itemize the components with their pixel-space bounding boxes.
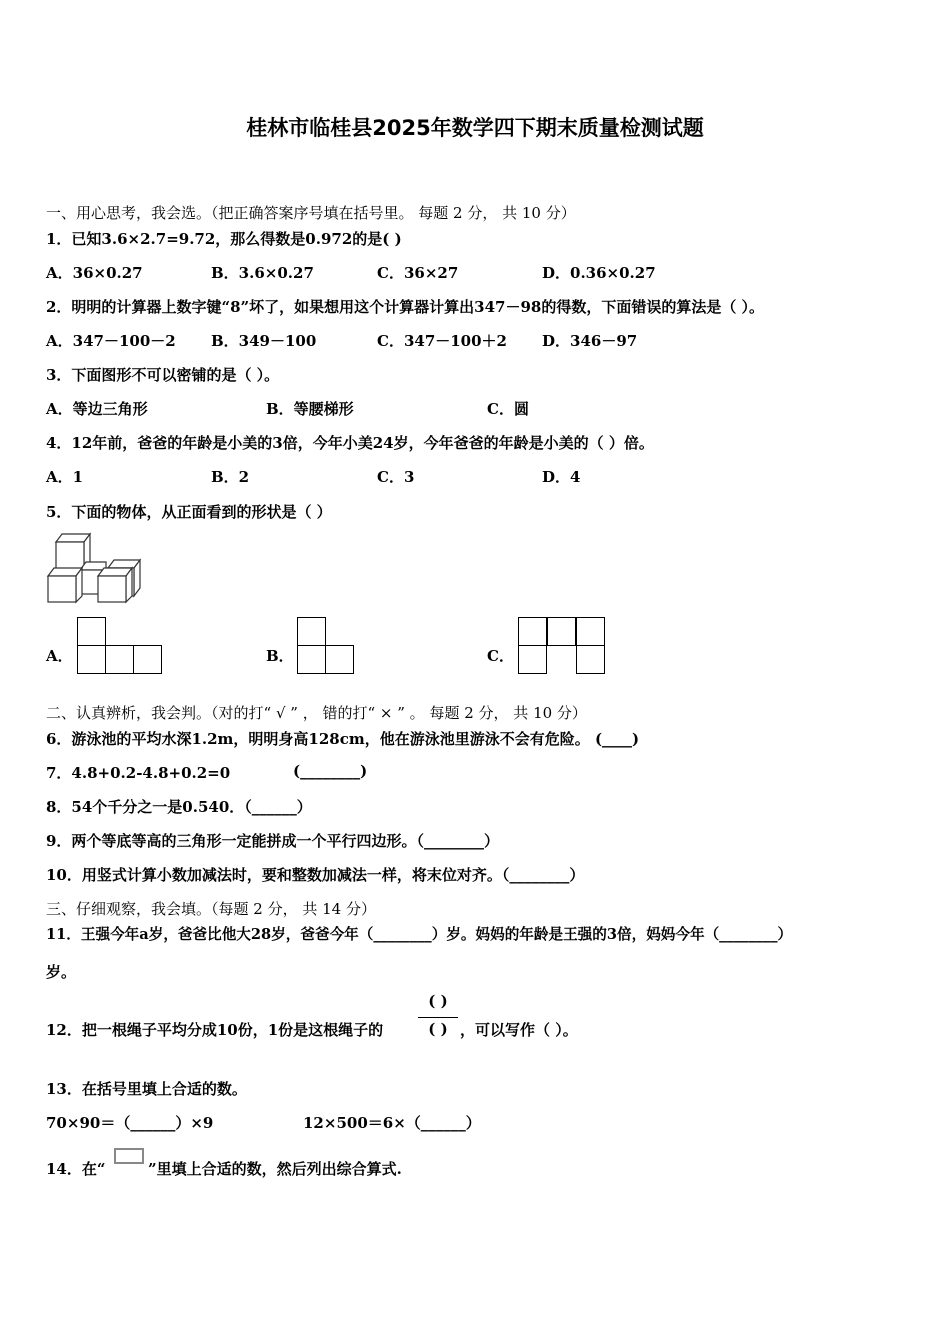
q1-option-d: D．0.36×0.27: [542, 264, 656, 282]
question-7: 7．4.8+0.2-4.8+0.2=0: [46, 764, 231, 782]
question-6: 6．游泳池的平均水深1.2m，明明身高128cm，他在游泳池里游泳不会有危险。 (____): [46, 730, 640, 748]
grid-cell: [576, 617, 605, 646]
section-2-heading: 二、认真辨析，我会判。（对的打“ √ ” ， 错的打“ × ” 。 每题 2 分， 共 10 分）: [46, 704, 587, 722]
section-1-heading: 一、用心思考，我会选。（把正确答案序号填在括号里。 每题 2 分， 共 10 分）: [46, 204, 576, 222]
grid-cell: [518, 617, 547, 646]
grid-cell: [576, 645, 605, 674]
q1-option-c: C．36×27: [377, 264, 459, 282]
grid-cell: [133, 645, 162, 674]
q2-option-d: D．346－97: [542, 332, 638, 350]
question-13-part-a: 70×90＝（______）×9: [46, 1114, 214, 1132]
question-7-blank: (________): [293, 762, 368, 780]
q2-option-a: A．347－100－2: [46, 332, 176, 350]
q4-option-c: C．3: [377, 468, 415, 486]
grid-cell: [297, 645, 326, 674]
cube-stack-figure: [44, 530, 144, 606]
fraction-bar: [418, 1017, 458, 1018]
q4-option-a: A．1: [46, 468, 84, 486]
page-title: 桂林市临桂县2025年数学四下期末质量检测试题: [246, 116, 704, 140]
grid-cell: [77, 645, 106, 674]
q1-option-b: B．3.6×0.27: [211, 264, 314, 282]
grid-cell: [547, 617, 576, 646]
q5-option-a: A．: [46, 647, 73, 665]
q5-option-b: B．: [266, 647, 294, 665]
question-8: 8．54个千分之一是0.540．（______）: [46, 798, 312, 816]
question-5: 5．下面的物体，从正面看到的形状是（ ）: [46, 503, 332, 521]
q2-option-b: B．349－100: [211, 332, 317, 350]
grid-cell: [297, 617, 326, 646]
question-14: 14．在“: [46, 1160, 106, 1178]
grid-cell: [105, 645, 134, 674]
grid-cell: [325, 645, 354, 674]
q2-option-c: C．347－100＋2: [377, 332, 507, 350]
question-2: 2．明明的计算器上数字键“8”坏了，如果想用这个计算器计算出347－98的得数，下面错误的算法是（ ）。: [46, 298, 765, 316]
question-11-tail: 岁。: [46, 963, 77, 981]
q3-option-c: C．圆: [487, 400, 529, 418]
section-3-heading: 三、仔细观察，我会填。（每题 2 分， 共 14 分）: [46, 900, 376, 918]
answer-box-icon: [114, 1148, 144, 1164]
q5-option-c: C．: [487, 647, 514, 665]
question-14-suffix: ”里填上合适的数，然后列出综合算式.: [148, 1160, 402, 1178]
question-9: 9．两个等底等高的三角形一定能拼成一个平行四边形。（________）: [46, 832, 499, 850]
question-3: 3．下面图形不可以密铺的是（ ）。: [46, 366, 280, 384]
question-11: 11．王强今年a岁，爸爸比他大28岁，爸爸今年（________）岁。妈妈的年龄是王强的3倍，妈妈今年（________）: [46, 926, 793, 943]
fraction-numerator: ( ): [428, 992, 448, 1010]
question-12: 12．把一根绳子平均分成10份，1份是这根绳子的: [46, 1021, 384, 1039]
question-13-part-b: 12×500＝6×（______）: [303, 1114, 481, 1132]
question-1: 1．已知3.6×2.7=9.72，那么得数是0.972的是( ): [46, 230, 402, 248]
question-4: 4．12年前，爸爸的年龄是小美的3倍，今年小美24岁，今年爸爸的年龄是小美的（ ）倍。: [46, 434, 654, 452]
question-10: 10．用竖式计算小数加减法时，要和整数加减法一样，将末位对齐。（________）: [46, 866, 585, 884]
q1-option-a: A．36×0.27: [46, 264, 143, 282]
question-13: 13．在括号里填上合适的数。: [46, 1080, 247, 1098]
question-12-suffix: ，可以写作（ ）。: [460, 1021, 578, 1039]
q4-option-d: D．4: [542, 468, 581, 486]
fraction-denominator: ( ): [428, 1020, 448, 1038]
q3-option-b: B．等腰梯形: [266, 400, 354, 418]
q3-option-a: A．等边三角形: [46, 400, 148, 418]
q4-option-b: B．2: [211, 468, 250, 486]
grid-cell: [77, 617, 106, 646]
grid-cell: [518, 645, 547, 674]
